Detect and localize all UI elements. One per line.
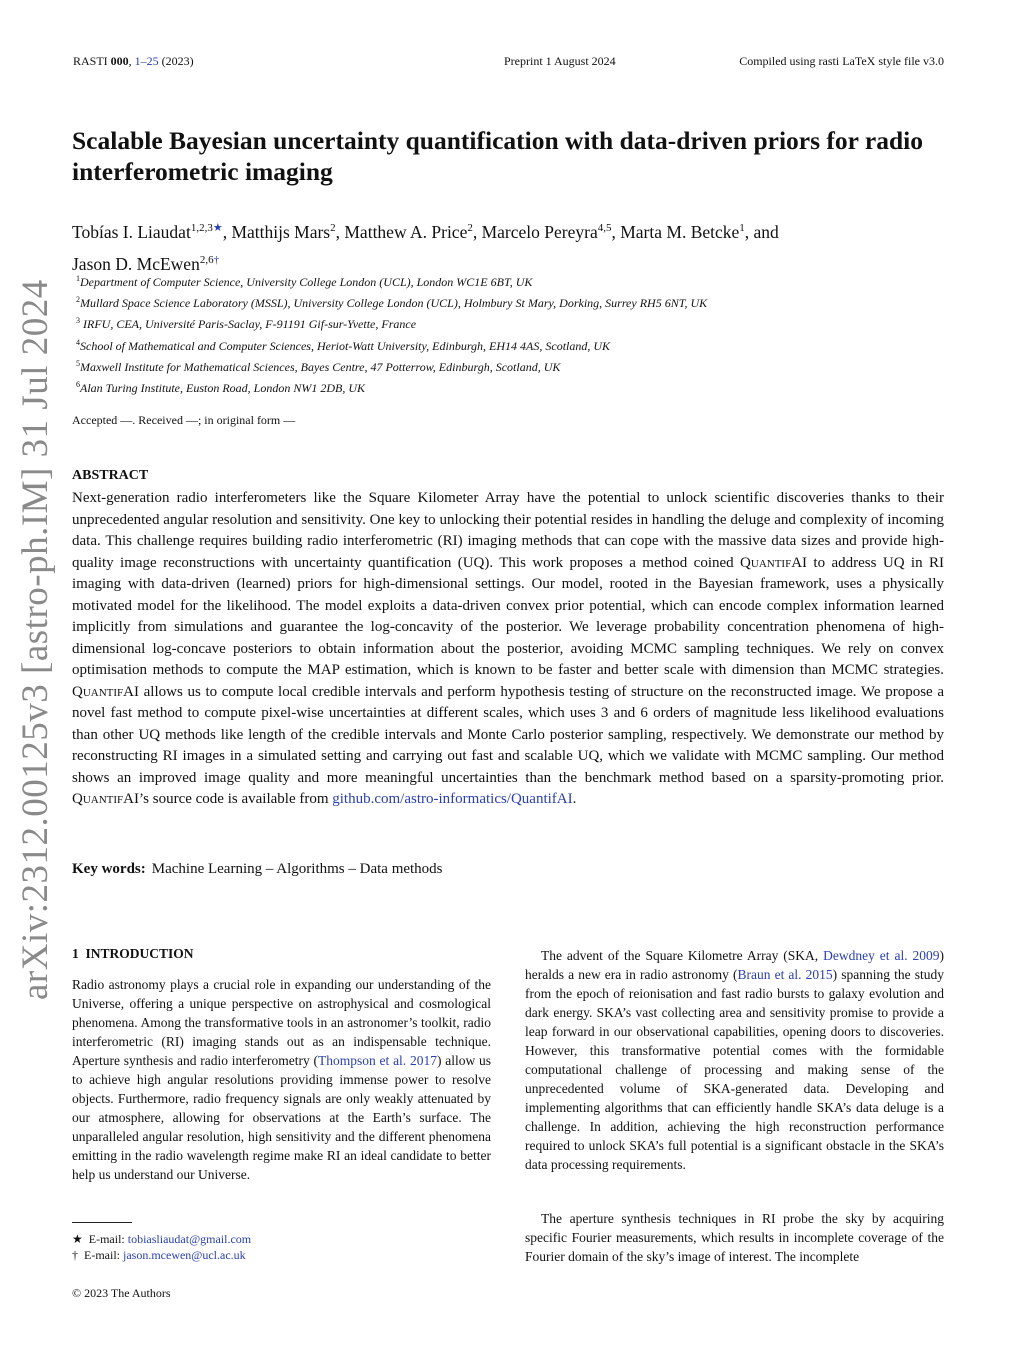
footnotes: [72, 1231, 251, 1263]
keywords-text: Machine Learning – Algorithms – Data methods: [151, 861, 443, 877]
email-link[interactable]: tobiasliaudat@gmail.com: [127, 1232, 252, 1246]
method-name: Quantif: [740, 554, 792, 571]
intro-paragraph-right-1: The advent of the Square Kilometre Array (SKA, Dewdney et al. 2009) heralds a new era in radio astronomy (Braun et al. 2015) spanning the study from the epoch of reionisation and fast radio bursts to galaxy evolution and dark energy. SKA’s vast collecting area and sensitivity promise to provide a leap forward in our observational capabilities, opening doors to discoveries. However, this transformative potential comes with the formidable computational challenge of processing and making sense of the unprecedented volume of SKA-generated data. Developing and implementing algorithms that can efficiently handle SKA’s data deluge is a challenge. In addition, achieving the high reconstruction performance required to unlock SKA’s full potential is a significant obstacle in the SKA’s data processing requirements.: [525, 948, 945, 1172]
abstract-body: Next-generation radio interferometers like the Square Kilometer Array have the potential to unlock scientific discoveries thanks to their unprecedented angular resolution and sensitivity. One key to unlocking their potential resides in handling the deluge and complexity of incoming data. This challenge requires building radio interferometric (RI) imaging methods that can cope with the massive data sizes and provide high-quality image reconstructions with uncertainty quantification (UQ). This work proposes a method coined QuantifAI to address UQ in RI imaging with data-driven (learned) priors for high-dimensional settings. Our model, rooted in the Bayesian framework, uses a physically motivated model for the likelihood. The model exploits a data-driven convex prior potential, which can encode complex information learned implicitly from simulations and guarantee the log-concavity of the posterior. We leverage probability concentration phenomena of high-dimensional log-concave posteriors to obtain information about the posterior, avoiding MCMC sampling techniques. We rely on convex optimisation methods to compute the MAP estimation, which is known to be faster and better scale with dimension than MCMC strategies. QuantifAI allows us to compute local credible intervals and perform hypothesis testing of structure on the reconstructed image. We propose a novel fast method to compute pixel-wise uncertainties at different scales, which uses 3 and 6 orders of magnitude less likelihood evaluations than other UQ methods like length of the credible intervals and Monte Carlo posterior sampling, respectively. We demonstrate our method by reconstructing RI images in a simulated setting and carrying out fast and scalable UQ, which we validate with MCMC sampling. Our method shows an improved image quality and more meaningful uncertainties than the benchmark method based on a sparsity-promoting prior. QuantifAI’s source code is available from github.com/astro-informatics/QuantifAI.: [72, 490, 944, 807]
running-header-left: RASTI 000, 1–25 (2023): [73, 54, 194, 68]
arxiv-identifier-stamp: arXiv:2312.00125v3 [astro-ph.IM] 31 Jul 2024: [15, 279, 56, 1000]
section-heading: 1 INTRODUCTION: [72, 946, 194, 961]
keywords-line: [72, 861, 443, 878]
affiliation-item: $^2$Mullard Space Science Laboratory (MSSL), University College London (UCL), Holmbury St Mary, Dorking, Surrey RH5 6NT, UK: [76, 295, 708, 311]
page-range-link[interactable]: 1–25: [134, 54, 159, 68]
email-link[interactable]: jason.mcewen@ucl.ac.uk: [123, 1248, 246, 1262]
affiliation-item: $^3$ IRFU, CEA, Université Paris-Saclay, F-91191 Gif-sur-Yvette, France: [76, 316, 417, 332]
citation-link[interactable]: Braun et al. 2015: [737, 967, 833, 982]
affiliation-item: $^4$School of Mathematical and Computer Sciences, Heriot-Watt University, Edinburgh, EH14 4AS, Scotland, UK: [76, 337, 611, 353]
footnote-item: ★ E-mail: tobiasliaudat@gmail.com: [72, 1232, 252, 1246]
intro-paragraph-left: Radio astronomy plays a crucial role in expanding our understanding of the Universe, offering a unique perspective on astrophysical and cosmological phenomena. Among the transformative tools in an astronomer’s toolkit, radio interferometric (RI) imaging stands out as an indispensable technique. Aperture synthesis and radio interferometry (Thompson et al. 2017) allow us to achieve high angular resolutions providing immense power to resolve objects. Furthermore, radio frequency signals are only weakly attenuated by our atmosphere, allowing for observations at the Earth’s surface. The unparalleled angular resolution, high sensitivity and the different phenomena emitting in the radio wavelength regime make RI an ideal candidate to better help us understand our Universe.: [72, 977, 492, 1182]
intro-paragraph-right-2: The aperture synthesis techniques in RI probe the sky by acquiring specific Fourier measurements, which results in incomplete coverage of the Fourier domain of the sky’s image of interest. The incomplete: [525, 1211, 944, 1264]
keywords-label: Key words:: [72, 861, 146, 877]
author-item: Tobías I. Liaudat$^{1,2,3★}$,: [72, 221, 232, 242]
citation-link[interactable]: Dewdney et al. 2009: [823, 948, 940, 963]
source-code-link[interactable]: github.com/astro-informatics/QuantifAI: [332, 791, 573, 807]
citation-link[interactable]: Thompson et al. 2017: [318, 1053, 437, 1068]
author-item: Jason D. McEwen$^{2,6\dagger}$: [72, 253, 220, 274]
footnote-item: † E-mail: jason.mcewen@ucl.ac.uk: [72, 1248, 246, 1262]
abstract-heading: ABSTRACT: [72, 468, 149, 483]
author-item: Matthew A. Price$^2$,: [344, 221, 482, 242]
acceptance-line: Accepted —. Received —; in original form —: [72, 413, 296, 427]
footnote-dagger-link[interactable]: †: [213, 253, 220, 266]
compiled-note: Compiled using rasti LaTeX style file v3.0: [739, 54, 944, 68]
affiliation-item: $^6$Alan Turing Institute, Euston Road, London NW1 2DB, UK: [76, 380, 366, 396]
footnote-rule: [72, 1222, 132, 1223]
method-name: Quantif: [72, 683, 124, 700]
method-name: Quantif: [72, 791, 124, 807]
preprint-date: Preprint 1 August 2024: [504, 54, 616, 68]
author-item: Matthijs Mars$^2$,: [231, 221, 345, 242]
footnote-star-link[interactable]: ★: [212, 222, 223, 234]
author-list: [72, 214, 952, 278]
journal-volume: 000: [110, 54, 129, 68]
paper-title: Scalable Bayesian uncertainty quantification with data-driven priors for radio interferometric imaging: [72, 126, 923, 186]
journal-year: (2023): [161, 54, 194, 68]
affiliation-item: $^5$Maxwell Institute for Mathematical Sciences, Bayes Centre, 47 Potterrow, Edinburgh, Scotland, UK: [76, 358, 561, 374]
author-item: Marcelo Pereyra$^{4,5}$,: [481, 221, 621, 242]
affiliation-list: [76, 270, 956, 397]
journal-name: RASTI: [73, 54, 108, 68]
copyright-notice: © 2023 The Authors: [72, 1286, 171, 1300]
author-item: Marta M. Betcke$^1$, and: [620, 221, 779, 242]
affiliation-item: $^1$Department of Computer Science, University College London (UCL), London WC1E 6BT, UK: [76, 274, 533, 289]
